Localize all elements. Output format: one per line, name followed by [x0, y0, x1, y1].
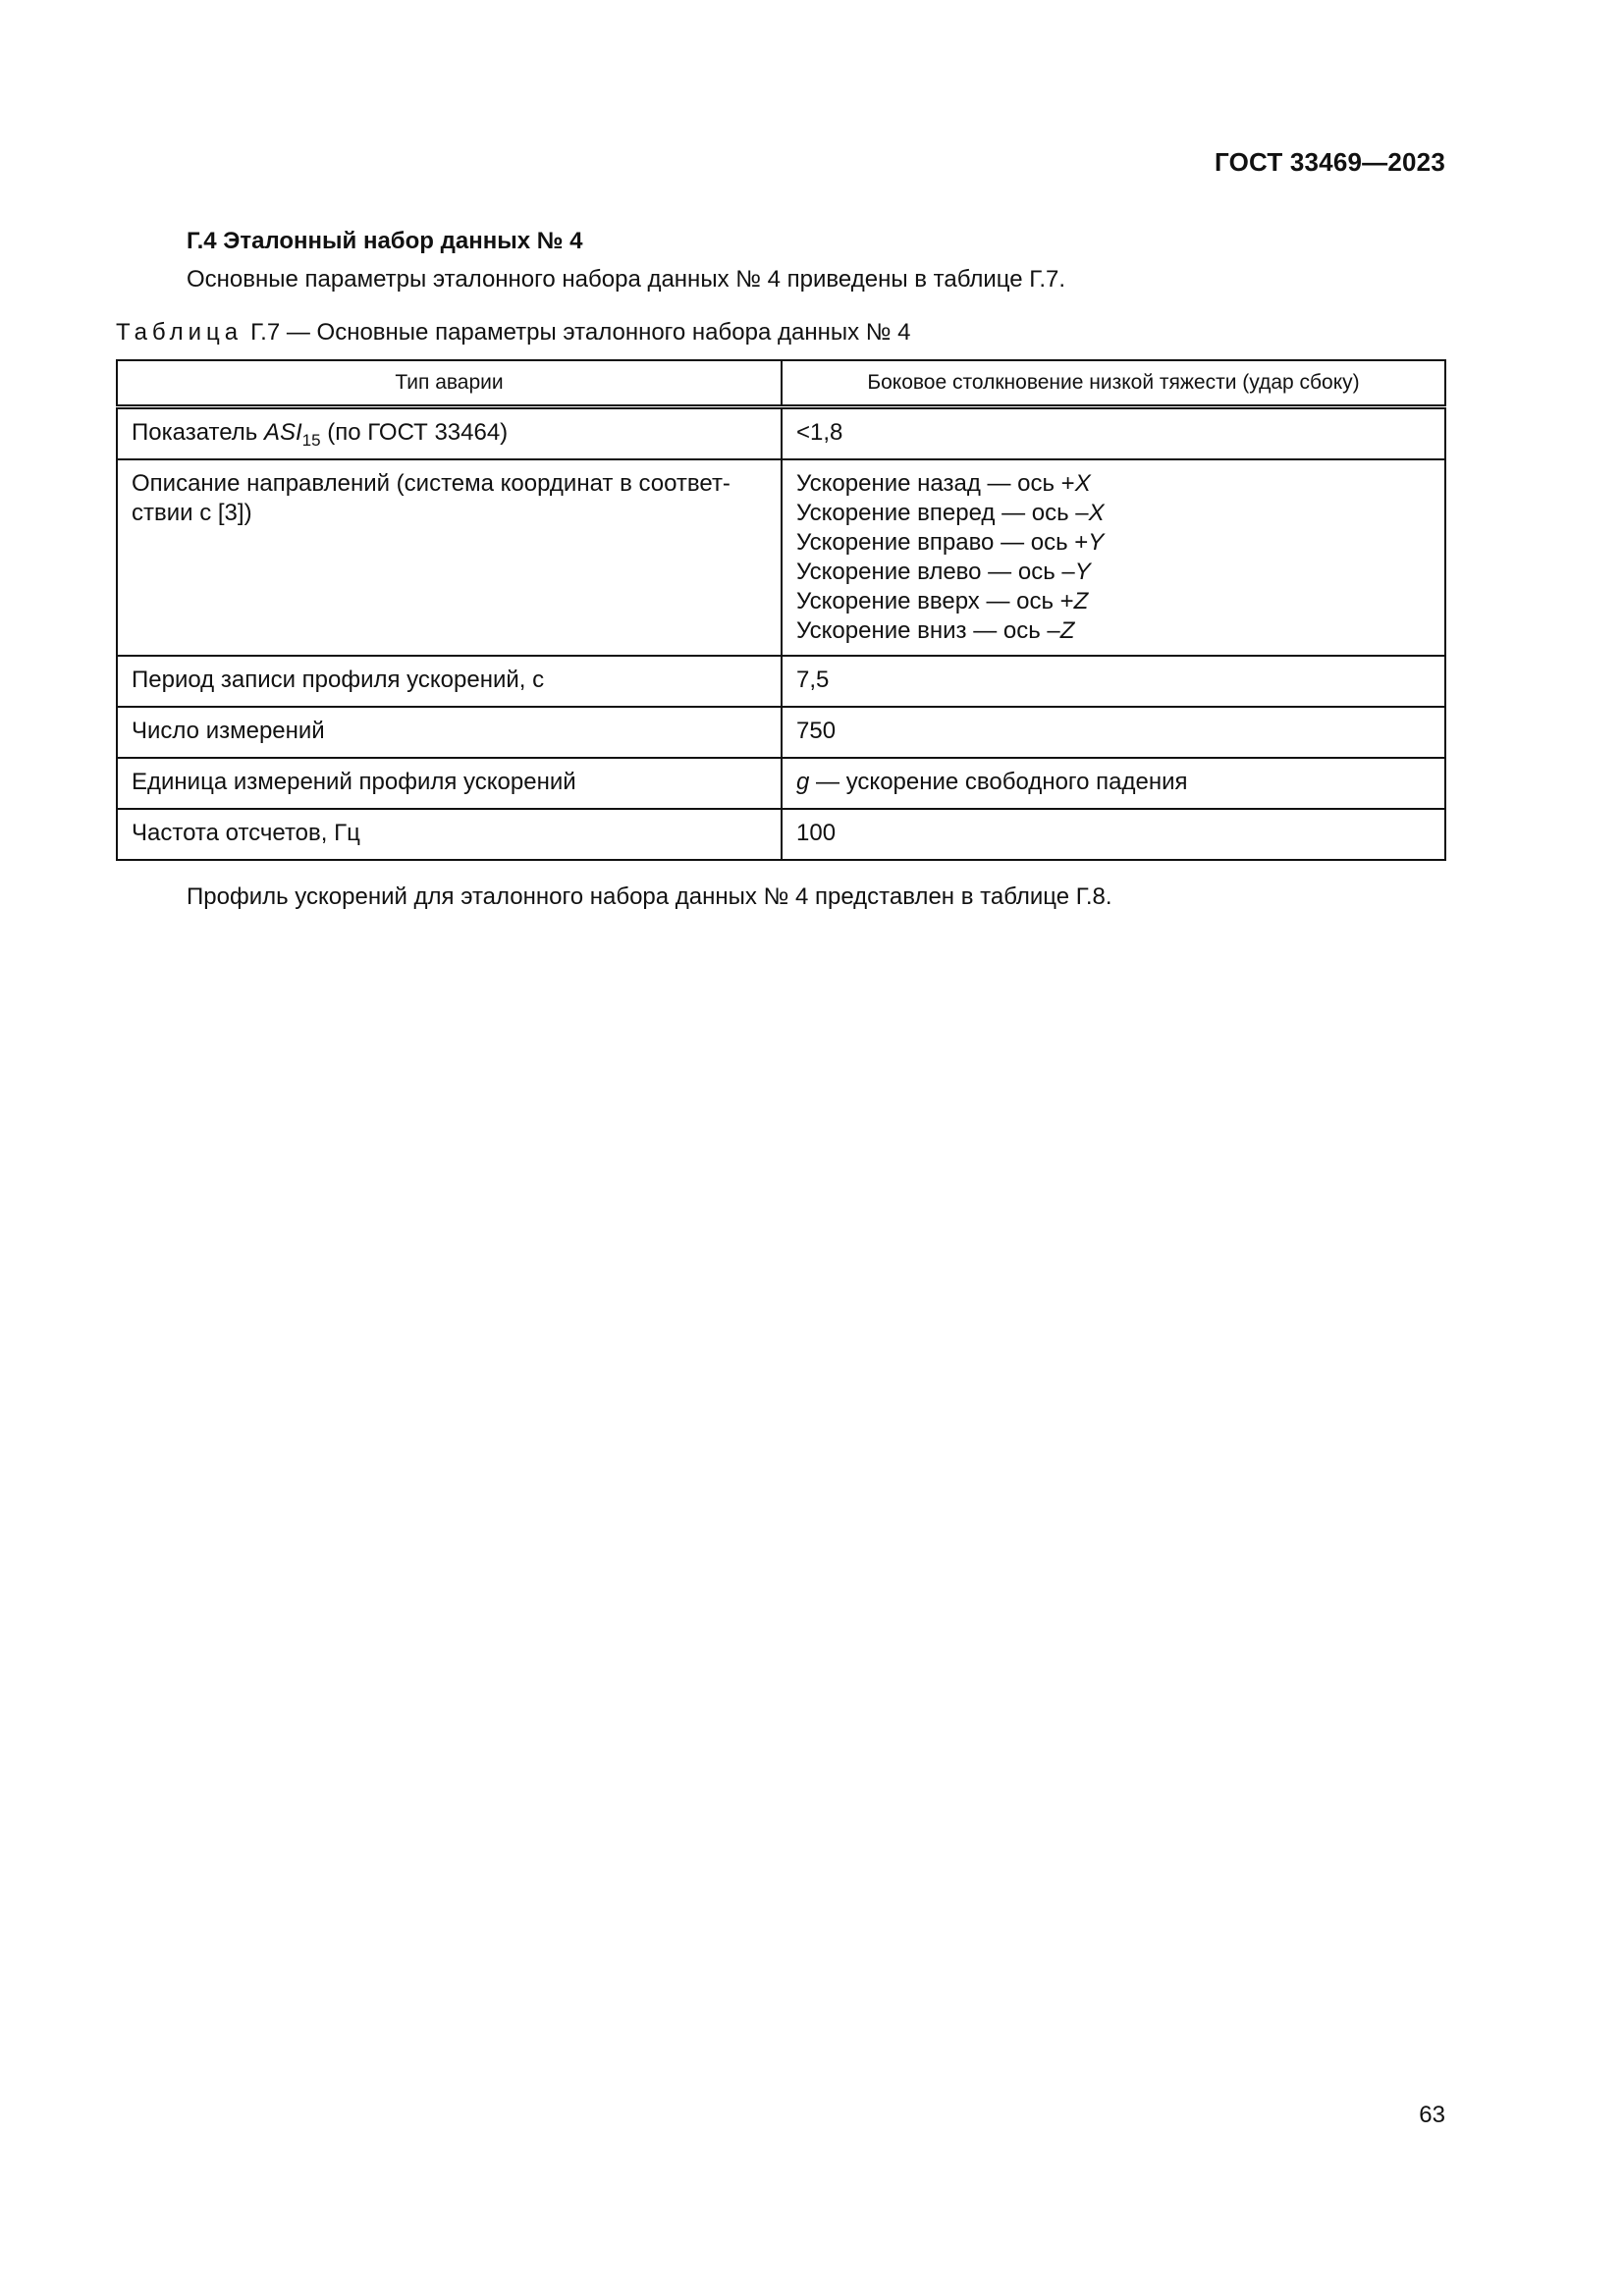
asi-subscript: 15 [301, 431, 321, 450]
table-row-count [117, 707, 1445, 758]
axis-label: Y [1074, 559, 1091, 585]
axis-label: Z [1059, 617, 1075, 644]
document-code: ГОСТ 33469—2023 [1215, 147, 1445, 177]
count-label: Число измерений [117, 707, 782, 758]
table-row-frequency [117, 809, 1445, 860]
direction-item: Ускорение назад — ось +X [796, 470, 1091, 497]
table-row-unit [117, 758, 1445, 809]
axis-label: X [1088, 500, 1105, 526]
unit-label: Единица измерений профиля ускорений [117, 758, 782, 809]
direction-item: Ускорение вниз — ось –Z [796, 617, 1075, 644]
asi-label: Показатель $ASI_{15}$ (по ГОСТ 33464) [117, 407, 782, 460]
footer-paragraph: Профиль ускорений для эталонного набора данных № 4 представлен в таблице Г.8. [187, 883, 1112, 910]
direction-item: Ускорение вверх — ось +Z [796, 588, 1089, 614]
period-label: Период записи профиля ускорений, с [117, 656, 782, 707]
direction-item: Ускорение вправо — ось +Y [796, 529, 1105, 556]
section-title: Г.4 Эталонный набор данных № 4 [187, 228, 583, 254]
unit-value: g — ускорение свободного падения [782, 758, 1445, 809]
table-row-period [117, 656, 1445, 707]
direction-item: Ускорение влево — ось –Y [796, 559, 1091, 585]
intro-paragraph: Основные параметры эталонного набора данных № 4 приведены в таблице Г.7. [187, 266, 1066, 293]
frequency-label: Частота отсчетов, Гц [117, 809, 782, 860]
period-value: 7,5 [782, 656, 1445, 707]
table-row-asi [117, 407, 1445, 460]
unit-symbol: g [796, 769, 810, 795]
header-crash-type: Тип аварии [117, 360, 782, 407]
table-caption-label: Таблица [116, 319, 244, 346]
table-caption-text: Г.7 — Основные параметры эталонного набора данных № 4 [250, 319, 911, 346]
table-row-directions [117, 459, 1445, 656]
header-crash-description: Боковое столкновение низкой тяжести (удар сбоку) [782, 360, 1445, 407]
table-caption [116, 319, 911, 347]
asi-value: <1,8 [782, 407, 1445, 460]
axis-label: Z [1073, 588, 1089, 614]
direction-item: Ускорение вперед — ось –X [796, 500, 1105, 526]
frequency-value: 100 [782, 809, 1445, 860]
parameters-table [116, 359, 1446, 861]
table-header-row [117, 360, 1445, 407]
page-number: 63 [1419, 2102, 1445, 2128]
axis-label: Y [1088, 529, 1105, 556]
axis-label: X [1074, 470, 1091, 497]
directions-label: Описание направлений (система координат в соответ-ствии с [3]) [117, 459, 782, 656]
asi-symbol: ASI [263, 419, 302, 446]
count-value: 750 [782, 707, 1445, 758]
directions-list [782, 459, 1445, 656]
